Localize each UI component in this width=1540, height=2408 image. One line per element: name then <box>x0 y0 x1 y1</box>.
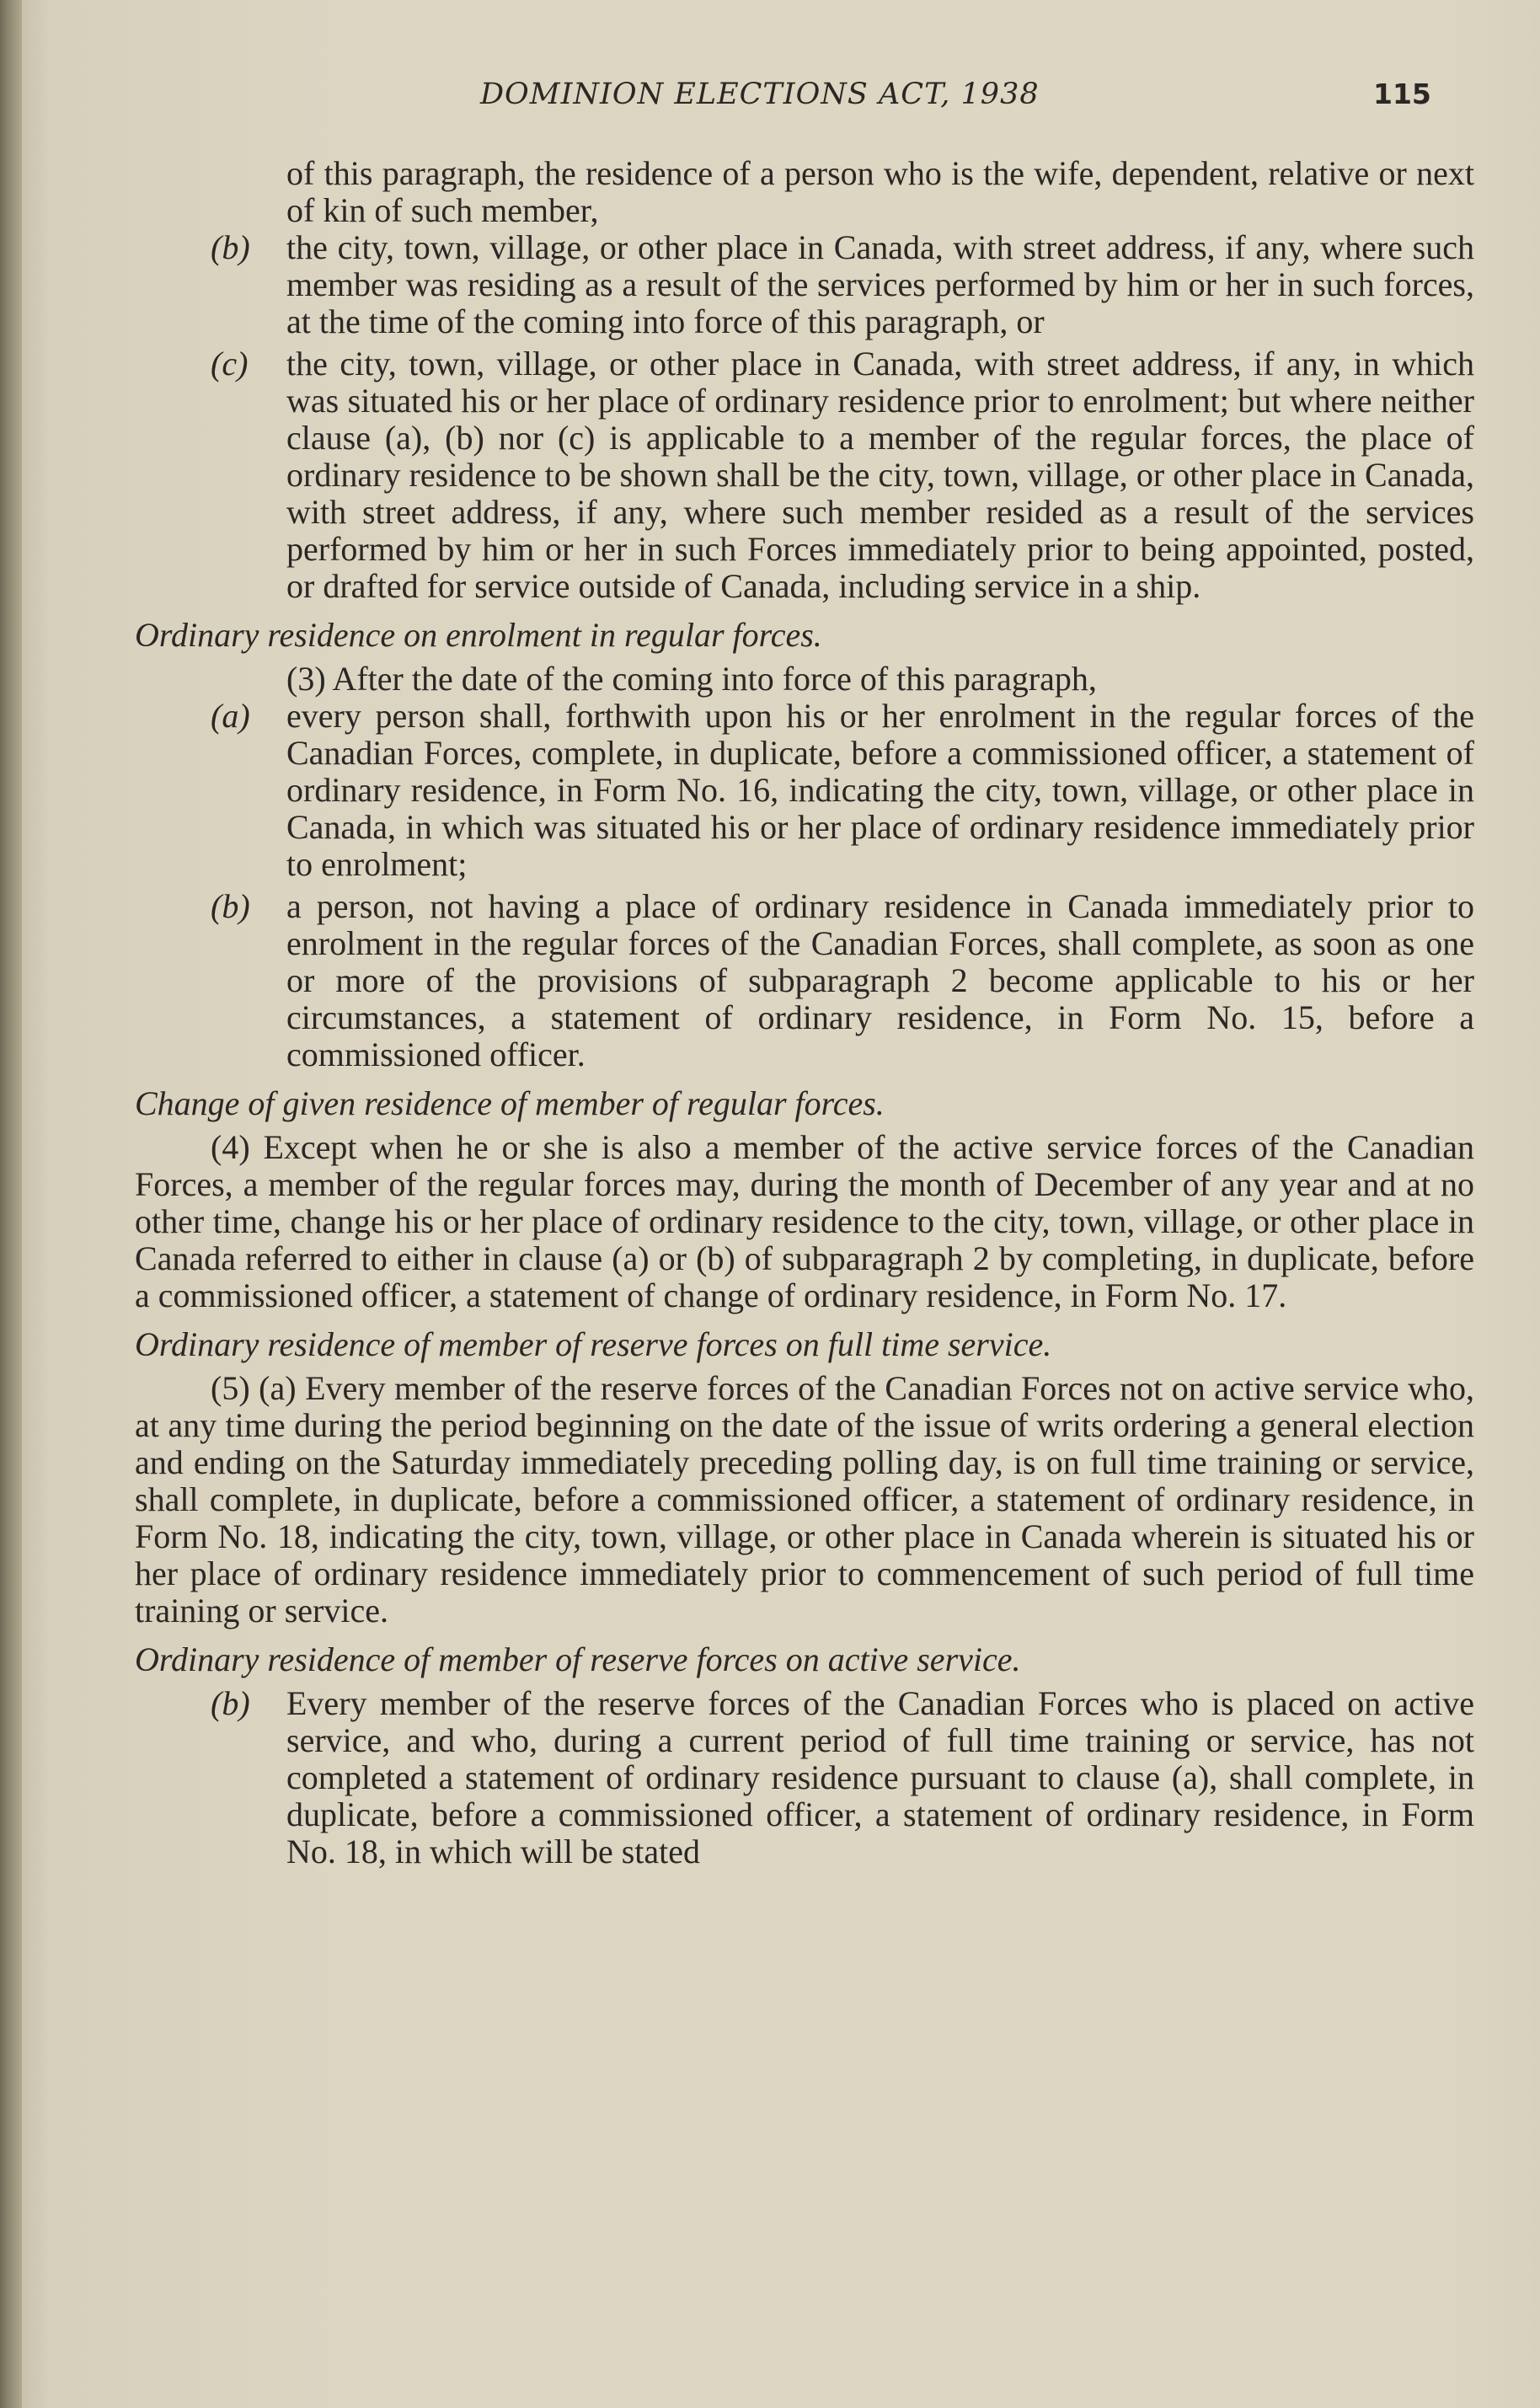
clause-label: (b) <box>211 887 250 925</box>
section-heading: Change of given residence of member of regular forces. <box>135 1084 885 1122</box>
clause-text: the city, town, village, or other place in Canada, with street address, if any, in which was situated his or her place of ordinary residence prior to enrolment; but where neither clause (a), (b) nor (c) is applicable to a member of the regular forces, the place of ordinary residence to be shown shall be the city, town, village, or other place in Canada, with street address, if any, where such member resided as a result of the services performed by him or her in such Forces immediately prior to being appointed, posted, or drafted for service outside of Canada, including service in a ship. <box>286 345 1474 605</box>
clause-label: (b) <box>211 228 250 266</box>
section-heading: Ordinary residence on enrolment in regular forces. <box>135 616 822 654</box>
clause-label: (a) <box>211 697 250 735</box>
clause-3b <box>211 888 1474 1073</box>
section-heading: Ordinary residence of member of reserve forces on active service. <box>135 1640 1021 1678</box>
clause-5b <box>211 1685 1474 1870</box>
clause-text: the city, town, village, or other place in Canada, with street address, if any, where such member was residing as a result of the services performed by him or her in such forces, at the time of the coming into force of this paragraph, or <box>286 228 1474 340</box>
page-header <box>0 78 1540 120</box>
clause-label: (b) <box>211 1684 250 1722</box>
paragraph-3-lead: (3) After the date of the coming into force of this paragraph, <box>286 660 1097 698</box>
book-spine <box>0 0 22 2408</box>
continuation-text: of this paragraph, the residence of a person who is the wife, dependent, relative or next of kin of such member, <box>286 154 1474 229</box>
clause-text: every person shall, forthwith upon his or her enrolment in the regular forces of the Canadian Forces, complete, in duplicate, before a commissioned officer, a statement of ordinary residence, in Form No. 16, indicating the city, town, village, or other place in Canada, in which was situated his or her place of ordinary residence immediately prior to enrolment; <box>286 697 1474 883</box>
clause-2b <box>211 229 1474 340</box>
paragraph-5a: (5) (a) Every member of the reserve forces of the Canadian Forces not on active service who, at any time during the period beginning on the date of the issue of writs ordering a general election and ending on the Saturday immediately preceding polling day, is on full time training or service, shall complete, in duplicate, before a commissioned officer, a statement of ordinary residence, in Form No. 18, indicating the city, town, village, or other place in Canada wherein is situated his or her place of ordinary residence immediately prior to commencement of such period of full time training or service. <box>135 1369 1474 1629</box>
clause-label: (c) <box>211 345 249 383</box>
page-body <box>135 154 1474 1870</box>
page-number: 115 <box>1373 78 1431 110</box>
clause-2c <box>211 345 1474 605</box>
clause-text: Every member of the reserve forces of the Canadian Forces who is placed on active service, and who, during a current period of full time training or service, has not completed a statement of ordinary residence pursuant to clause (a), shall complete, in duplicate, before a commissioned officer, a statement of ordinary residence, in Form No. 18, in which will be stated <box>286 1684 1474 1870</box>
clause-text: a person, not having a place of ordinary residence in Canada immediately prior to enrolment in the regular forces of the Canadian Forces, shall complete, as soon as one or more of the provisions of subparagraph 2 become applicable to his or her circumstances, a statement of ordinary residence, in Form No. 15, before a commissioned officer. <box>286 887 1474 1073</box>
running-title: DOMINION ELECTIONS ACT, 1938 <box>480 78 1040 111</box>
section-heading: Ordinary residence of member of reserve forces on full time service. <box>135 1325 1052 1363</box>
paragraph-4: (4) Except when he or she is also a member of the active service forces of the Canadian Forces, a member of the regular forces may, during the month of December of any year and at no other time, change his or her place of ordinary residence to the city, town, village, or other place in Canada referred to either in clause (a) or (b) of subparagraph 2 by completing, in duplicate, before a commissioned officer, a statement of change of ordinary residence, in Form No. 17. <box>135 1128 1474 1314</box>
clause-3a <box>211 698 1474 883</box>
